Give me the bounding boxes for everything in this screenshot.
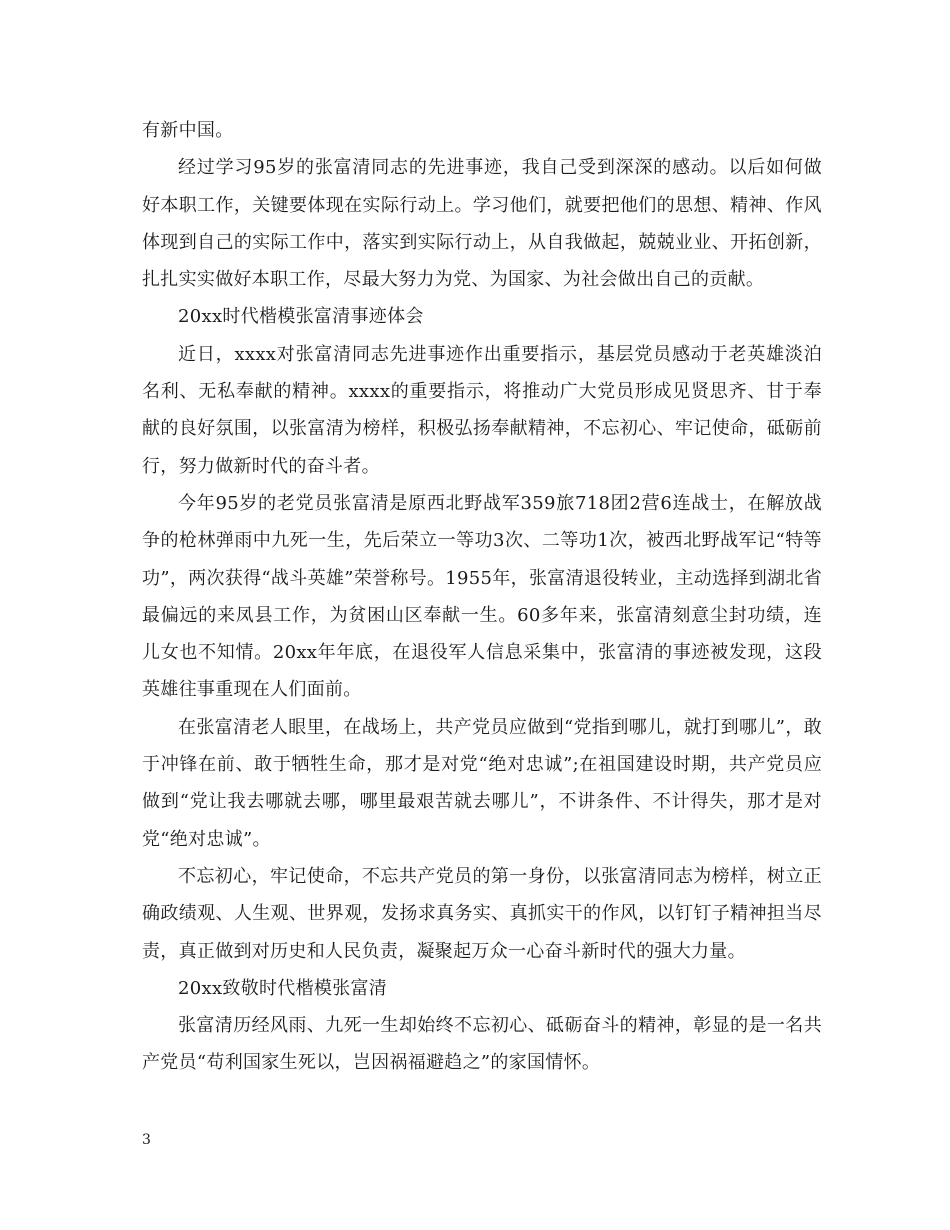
section-heading-experience: 20xx时代楷模张富清事迹体会 <box>178 306 424 328</box>
paragraph-loyalty: 在张富清老人眼里，在战场上，共产党员应做到“党指到哪儿，就打到哪儿”，敢于冲锋在前、敢于牺牲生命，那才是对党“绝对忠诚”;在祖国建设时期，共产党员应做到“党让我去哪就去哪，哪里最艰苦就去哪儿”，不讲条件、不计得失，那才是对党“绝对忠诚”。 <box>142 716 822 850</box>
paragraph-patriotism: 张富清历经风雨、九死一生却始终不忘初心、砥砺奋斗的精神，彰显的是一名共产党员“苟利国家生死以，岂因祸福避趋之”的家国情怀。 <box>142 1015 822 1074</box>
document-body <box>142 112 822 1082</box>
paragraph-original-aspiration: 不忘初心，牢记使命，不忘共产党员的第一身份，以张富清同志为榜样，树立正确政绩观、人生观、世界观，发扬求真务实、真抓实干的作风，以钉钉子精神担当尽责，真正做到对历史和人民负责，凝聚起万众一心奋斗新时代的强大力量。 <box>142 865 822 962</box>
section-heading-tribute: 20xx致敬时代楷模张富清 <box>178 977 388 999</box>
paragraph-biography: 今年95岁的老党员张富清是原西北野战军359旅718团2营6连战士，在解放战争的枪林弹雨中九死一生，先后荣立一等功3次、二等功1次，被西北野战军记“特等功”，两次获得“战斗英雄”荣誉称号。1955年，张富清退役转业，主动选择到湖北省最偏远的来凤县工作，为贫困山区奉献一生。60多年来，张富清刻意尘封功绩，连儿女也不知情。20xx年年底，在退役军人信息采集中，张富清的事迹被发现，这段英雄往事重现在人们面前。 <box>142 492 822 701</box>
paragraph-continuation: 有新中国。 <box>142 120 234 141</box>
paragraph-instructions: 近日，xxxx对张富清同志先进事迹作出重要指示，基层党员感动于老英雄淡泊名利、无私奉献的精神。xxxx的重要指示，将推动广大党员形成见贤思齐、甘于奉献的良好氛围，以张富清为榜样，积极弘扬奉献精神，不忘初心、牢记使命，砥砺前行，努力做新时代的奋斗者。 <box>142 343 822 477</box>
paragraph-study-reflection: 经过学习95岁的张富清同志的先进事迹，我自己受到深深的感动。以后如何做好本职工作，关键要体现在实际行动上。学习他们，就要把他们的思想、精神、作风体现到自己的实际工作中，落实到实际行动上，从自我做起，兢兢业业、开拓创新，扎扎实实做好本职工作，尽最大努力为党、为国家、为社会做出自己的贡献。 <box>142 157 822 291</box>
page-number: 3 <box>142 1132 151 1148</box>
